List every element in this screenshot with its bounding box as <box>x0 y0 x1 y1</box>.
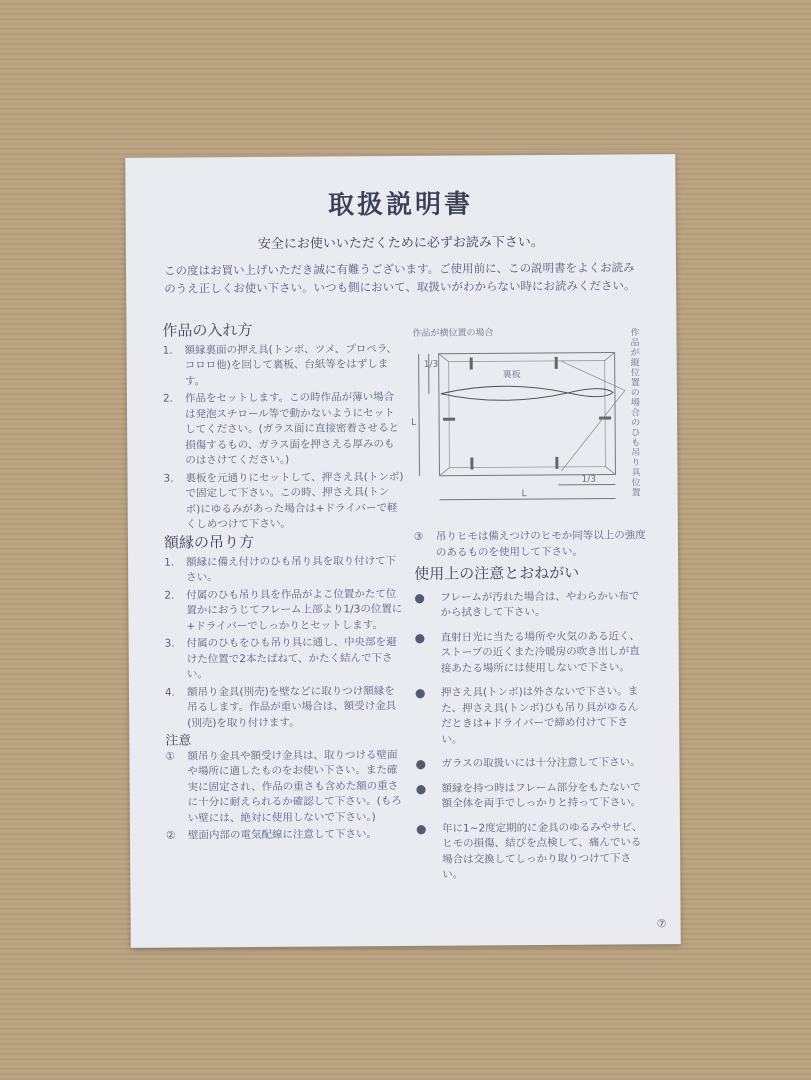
caution-number: ① <box>165 750 175 763</box>
caution-item <box>166 827 406 844</box>
list-item <box>164 586 404 634</box>
bullet-icon: ● <box>414 685 426 700</box>
note-text: 年に1~2度定期的に金具のゆるみやサビ、ヒモの損傷、結びを点検して、痛んでいる場合は交換してしっかり取りつけて下さい。 <box>441 820 643 881</box>
list-item <box>163 390 404 469</box>
diagram-caption: 作品が横位置の場合 <box>412 328 494 339</box>
step-text: 裏板を元通りにセットして、押さえ具(トンボ)で固定して下さい。この時、押さえ具(トンボ)にゆるみがあった場合は+ドライバーで軽くしめつけて下さい。 <box>185 470 404 531</box>
note-text: ガラスの取扱いには十分注意して下さい。 <box>441 756 641 770</box>
section-heading: 作品の入れ方 <box>162 321 253 340</box>
note-text: 押さえ具(トンボ)は外さないで下さい。また、押さえ具(トンボ)ひも吊り具がゆるんだときは+ドライバーで締め付けて下さい。 <box>440 685 639 746</box>
bullet-icon: ● <box>415 821 427 836</box>
bullet-icon: ● <box>415 756 427 771</box>
instruction-sheet <box>125 154 681 948</box>
frame-diagram <box>412 324 653 516</box>
list-item <box>415 684 647 748</box>
step-number: 1. <box>162 344 173 357</box>
section-heading: 額縁の吊り方 <box>163 533 255 552</box>
list-item <box>165 683 405 731</box>
list-item <box>163 341 403 389</box>
list-item <box>163 469 403 533</box>
section-inserting-artwork <box>162 322 403 535</box>
step-number: 3. <box>164 637 175 650</box>
caution-item <box>414 528 646 561</box>
frame-drawing <box>413 338 629 509</box>
step-text: 額縁裏面の押え具(トンボ、ツメ、プロペラ、コロロ他)を回して裏板、台紙等をはずします。 <box>184 342 398 388</box>
note-text: フレームが汚れた場合は、やわらかい布でから拭きして下さい。 <box>440 589 640 619</box>
step-text: 付属のひもをひも吊り具に通し、中央部を避けた位置で2本たばねて、かたく結んで下さい。 <box>186 636 397 681</box>
list-item <box>415 755 647 772</box>
step-number: 3. <box>163 472 174 485</box>
document-subtitle: 安全にお使いいただくために必ずお読み下さい。 <box>257 235 544 253</box>
list-item <box>415 629 647 677</box>
list-item <box>164 553 404 586</box>
step-number: 2. <box>164 589 175 602</box>
caution-number: ② <box>165 829 176 842</box>
step-number: 2. <box>162 392 174 405</box>
section-hanging-frame <box>164 534 406 846</box>
list-item <box>416 780 648 813</box>
list-item <box>416 820 648 884</box>
bullet-icon: ● <box>415 781 427 796</box>
vertical-position-note: 作品が縦位置の場合のひも吊り具位置 <box>630 328 641 499</box>
caution-text: 壁面内部の電気配線に注意して下さい。 <box>187 828 378 842</box>
dimension-l-vertical: L <box>411 417 417 428</box>
document-title: 取扱説明書 <box>327 189 474 221</box>
intro-paragraph: この度はお買い上げいただき誠に有難うございます。ご使用前に、この説明書をよくお読みのうえ正しくお使い下さい。いつも側において、取扱いがわからない時にお読みください。 <box>163 260 636 296</box>
step-number: 4. <box>164 686 176 699</box>
step-text: 付属のひも吊り具を作品がよこ位置かたて位置かにおうじてフレーム上部より1/3の位置に+ドライバーでしっかりとセットします。 <box>186 587 403 633</box>
step-text: 額縁に備え付けのひも吊り具を取り付けて下さい。 <box>186 554 397 584</box>
list-item <box>414 589 646 622</box>
section-heading: 使用上の注意とおねがい <box>414 563 580 583</box>
fraction-label: 1/3 <box>423 359 439 370</box>
steps-list <box>164 553 405 731</box>
caution-text: 吊りヒモは備えつけのヒモか同等以上の強度のあるものを使用して下さい。 <box>435 529 646 559</box>
caution-item <box>165 747 406 826</box>
dimension-third: 1/3 <box>581 474 597 485</box>
steps-list <box>163 341 404 533</box>
bullet-icon: ● <box>414 590 425 605</box>
caution-number: ③ <box>413 530 424 543</box>
step-text: 額吊り金具(別売)を壁などに取りつけ額縁を吊るします。作品が重い場合は、額受け金具(別売)を取り付けます。 <box>186 684 397 730</box>
step-number: 1. <box>164 556 175 569</box>
back-board-label: 裏板 <box>502 370 521 381</box>
dimension-l-horizontal: L <box>521 489 527 500</box>
caution-heading: 注意 <box>165 733 192 749</box>
caution-text: 額吊り金具や額受け金具は、取りつける壁面や場所に適したものをお使い下さい。また確実に固定され、作品の重さも含めた額の重さに十分に耐えられるか確認して下さい。(もろい壁には、絶対に使用しないで下さい。) <box>187 748 402 825</box>
section-usage-notes <box>414 528 649 892</box>
bullet-icon: ● <box>414 630 426 645</box>
note-text: 額縁を持つ時はフレーム部分をもたないで額全体を両手でしっかりと持って下さい。 <box>441 780 642 810</box>
page-mark: ⑦ <box>656 917 667 931</box>
list-item <box>165 635 405 683</box>
step-text: 作品をセットします。この時作品が薄い場合は発泡スチロール等で動かないようにセットしてください。(ガラス面に直接密着させると損傷するもの、ガラス面を押さえる厚みのものはさけてください。) <box>184 391 399 467</box>
note-text: 直射日光に当たる場所や火気のある近く、ストーブの近くまた冷暖房の吹き出しが直接あたる場所には使用しないで下さい。 <box>440 629 640 675</box>
